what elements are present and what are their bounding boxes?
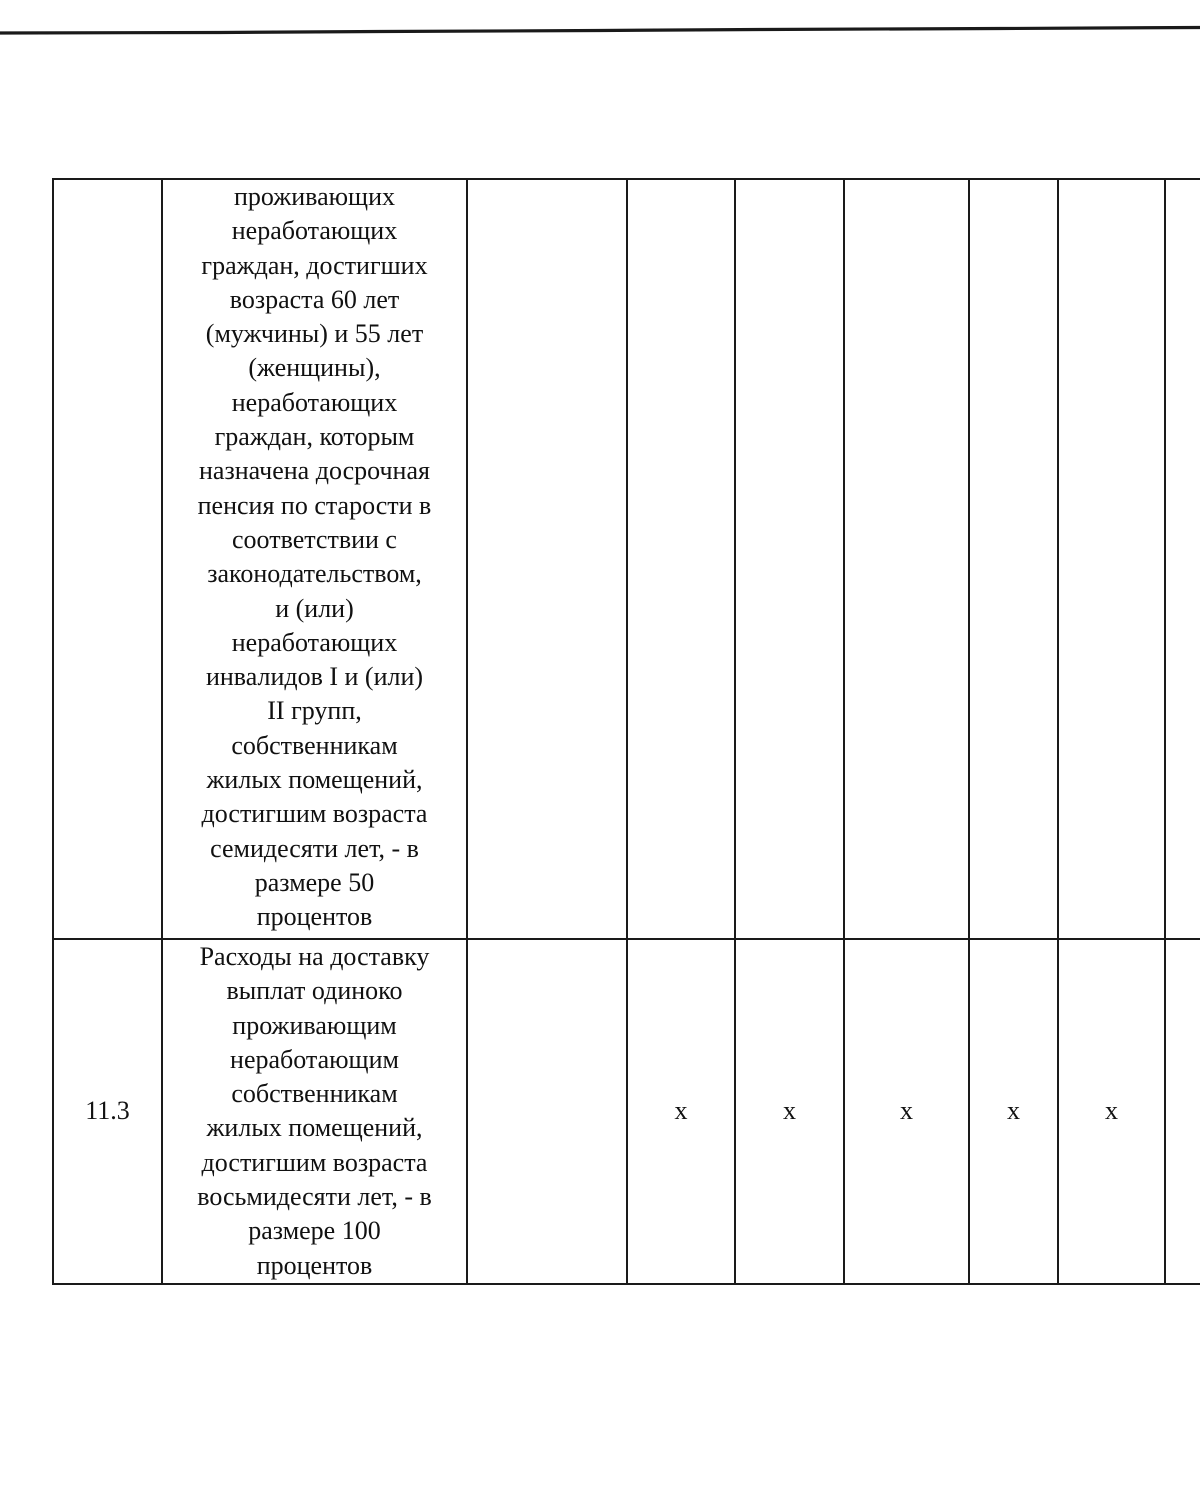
benefits-table [52, 178, 1200, 1285]
table-cell: x [969, 939, 1058, 1284]
table-cell: x [627, 939, 735, 1284]
table-row [53, 179, 1200, 939]
table-cell [467, 179, 627, 939]
row-description-cell: проживающих неработающих граждан, достигших возраста 60 лет (мужчины) и 55 лет (женщины), неработающих граждан, которым назначена досрочная пенсия по старости в соответствии с законодательством, и (или) неработающих инвалидов I и (или) II групп, собственникам жилых помещений, достигшим возраста семидесяти лет, - в размере 50 процентов [162, 179, 467, 939]
table-cell: x [735, 939, 844, 1284]
table-cell [1058, 179, 1165, 939]
row-description-cell: Расходы на доставку выплат одиноко проживающим неработающим собственникам жилых помещений, достигшим возраста восьмидесяти лет, - в размере 100 процентов [162, 939, 467, 1284]
table-cell [735, 179, 844, 939]
table-cell [844, 179, 969, 939]
table-cell [1165, 939, 1200, 1284]
table-row [53, 939, 1200, 1284]
scan-edge-rule [0, 24, 1200, 38]
table-cell [467, 939, 627, 1284]
table-cell: x [1058, 939, 1165, 1284]
table-cell [1165, 179, 1200, 939]
table-cell [969, 179, 1058, 939]
table-cell [627, 179, 735, 939]
table-cell: x [844, 939, 969, 1284]
row-number-cell: 11.3 [53, 939, 162, 1284]
row-number-cell [53, 179, 162, 939]
